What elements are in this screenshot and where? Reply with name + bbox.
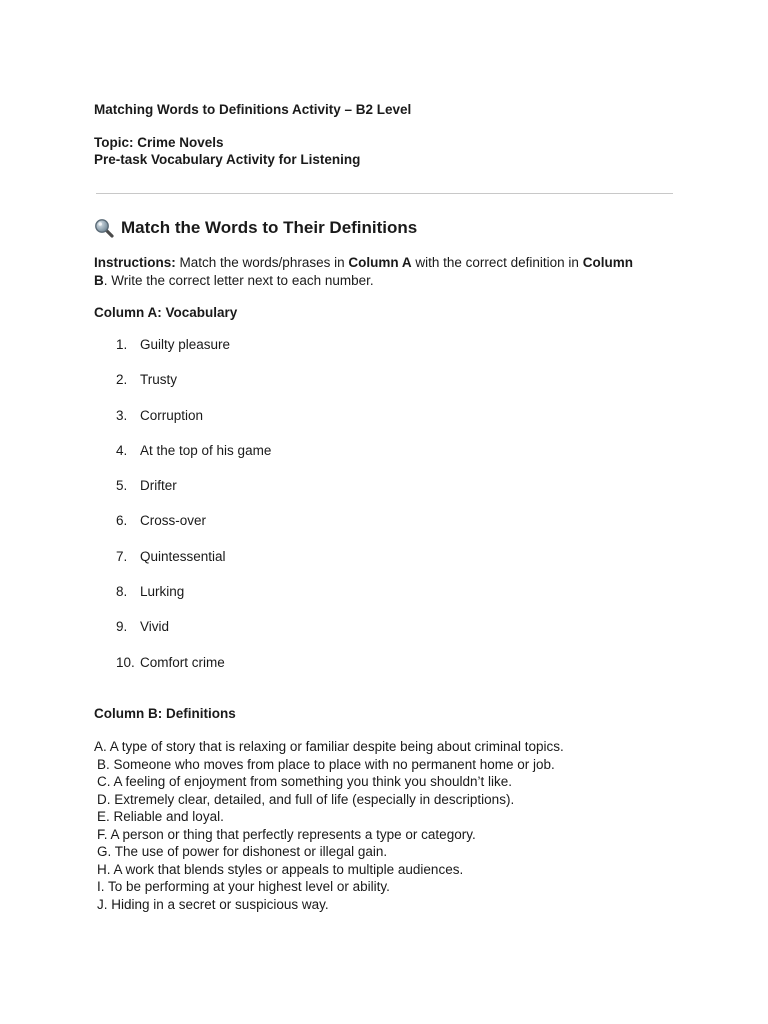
vocabulary-number: 9. xyxy=(116,619,128,635)
instructions-column-word: Column xyxy=(582,255,633,270)
instructions-text-1: Match the words/phrases in xyxy=(175,255,349,270)
vocabulary-item xyxy=(116,655,271,690)
vocabulary-word: At the top of his game xyxy=(140,442,272,458)
vocabulary-word: Lurking xyxy=(140,584,185,600)
vocabulary-number: 1. xyxy=(116,337,128,352)
definition-item: H. A work that blends styles or appeals to multiple audiences. xyxy=(97,861,464,877)
definition-item: G. The use of power for dishonest or illegal gain. xyxy=(97,844,388,859)
vocabulary-word: Corruption xyxy=(140,407,204,423)
definition-item: E. Reliable and loyal. xyxy=(97,809,224,824)
instructions-label: Instructions: xyxy=(94,255,176,270)
column-b-heading: Column B: Definitions xyxy=(94,706,236,721)
vocabulary-item xyxy=(116,619,271,654)
horizontal-divider xyxy=(96,193,673,194)
subtitle-line: Pre-task Vocabulary Activity for Listening xyxy=(94,152,361,167)
document-title: Matching Words to Definitions Activity – B2 Level xyxy=(94,102,412,117)
vocabulary-item xyxy=(116,584,271,619)
definition-item: F. A person or thing that perfectly represents a type or category. xyxy=(97,826,476,842)
vocabulary-word: Cross-over xyxy=(140,513,207,529)
vocabulary-number: 10. xyxy=(116,654,135,670)
definition-item: J. Hiding in a secret or suspicious way. xyxy=(97,896,329,912)
magnifying-glass-icon xyxy=(94,218,114,238)
instructions-text-3: . Write the correct letter next to each number. xyxy=(103,273,374,288)
vocabulary-item xyxy=(116,337,271,372)
vocabulary-number: 7. xyxy=(116,548,128,564)
vocabulary-number: 8. xyxy=(116,584,128,600)
definition-item: A. A type of story that is relaxing or familiar despite being about criminal topics. xyxy=(94,739,564,754)
vocabulary-item xyxy=(116,408,271,443)
instructions-text-2: with the correct definition in xyxy=(411,255,583,270)
vocabulary-number: 6. xyxy=(116,513,128,529)
column-a-heading: Column A: Vocabulary xyxy=(94,305,238,320)
vocabulary-number: 3. xyxy=(116,407,128,423)
vocabulary-word: Guilty pleasure xyxy=(140,337,231,352)
vocabulary-item xyxy=(116,372,271,407)
vocabulary-number: 5. xyxy=(116,478,128,494)
vocabulary-item xyxy=(116,478,271,513)
definition-item: C. A feeling of enjoyment from something you think you shouldn’t like. xyxy=(97,774,512,789)
vocabulary-word: Drifter xyxy=(140,478,177,494)
vocabulary-number: 2. xyxy=(116,372,128,388)
section-heading-text: Match the Words to Their Definitions xyxy=(121,218,418,237)
vocabulary-number: 4. xyxy=(116,442,128,458)
vocabulary-word: Vivid xyxy=(140,619,170,635)
vocabulary-item xyxy=(116,443,271,478)
vocabulary-word: Comfort crime xyxy=(140,654,225,670)
vocabulary-word: Trusty xyxy=(140,372,177,388)
definition-item: B. Someone who moves from place to place with no permanent home or job. xyxy=(97,756,555,772)
vocabulary-item xyxy=(116,513,271,548)
topic-line: Topic: Crime Novels xyxy=(94,135,224,150)
definition-item: D. Extremely clear, detailed, and full of life (especially in descriptions). xyxy=(97,791,515,807)
section-heading xyxy=(94,217,417,239)
vocabulary-item xyxy=(116,549,271,584)
vocabulary-list xyxy=(116,337,271,690)
instructions-column-a: Column A xyxy=(348,255,412,270)
instructions-column-b-letter: B xyxy=(94,273,104,288)
definition-item: I. To be performing at your highest level or ability. xyxy=(97,879,390,894)
definitions-list xyxy=(94,738,564,913)
instructions-paragraph xyxy=(94,254,674,290)
vocabulary-word: Quintessential xyxy=(140,548,226,564)
